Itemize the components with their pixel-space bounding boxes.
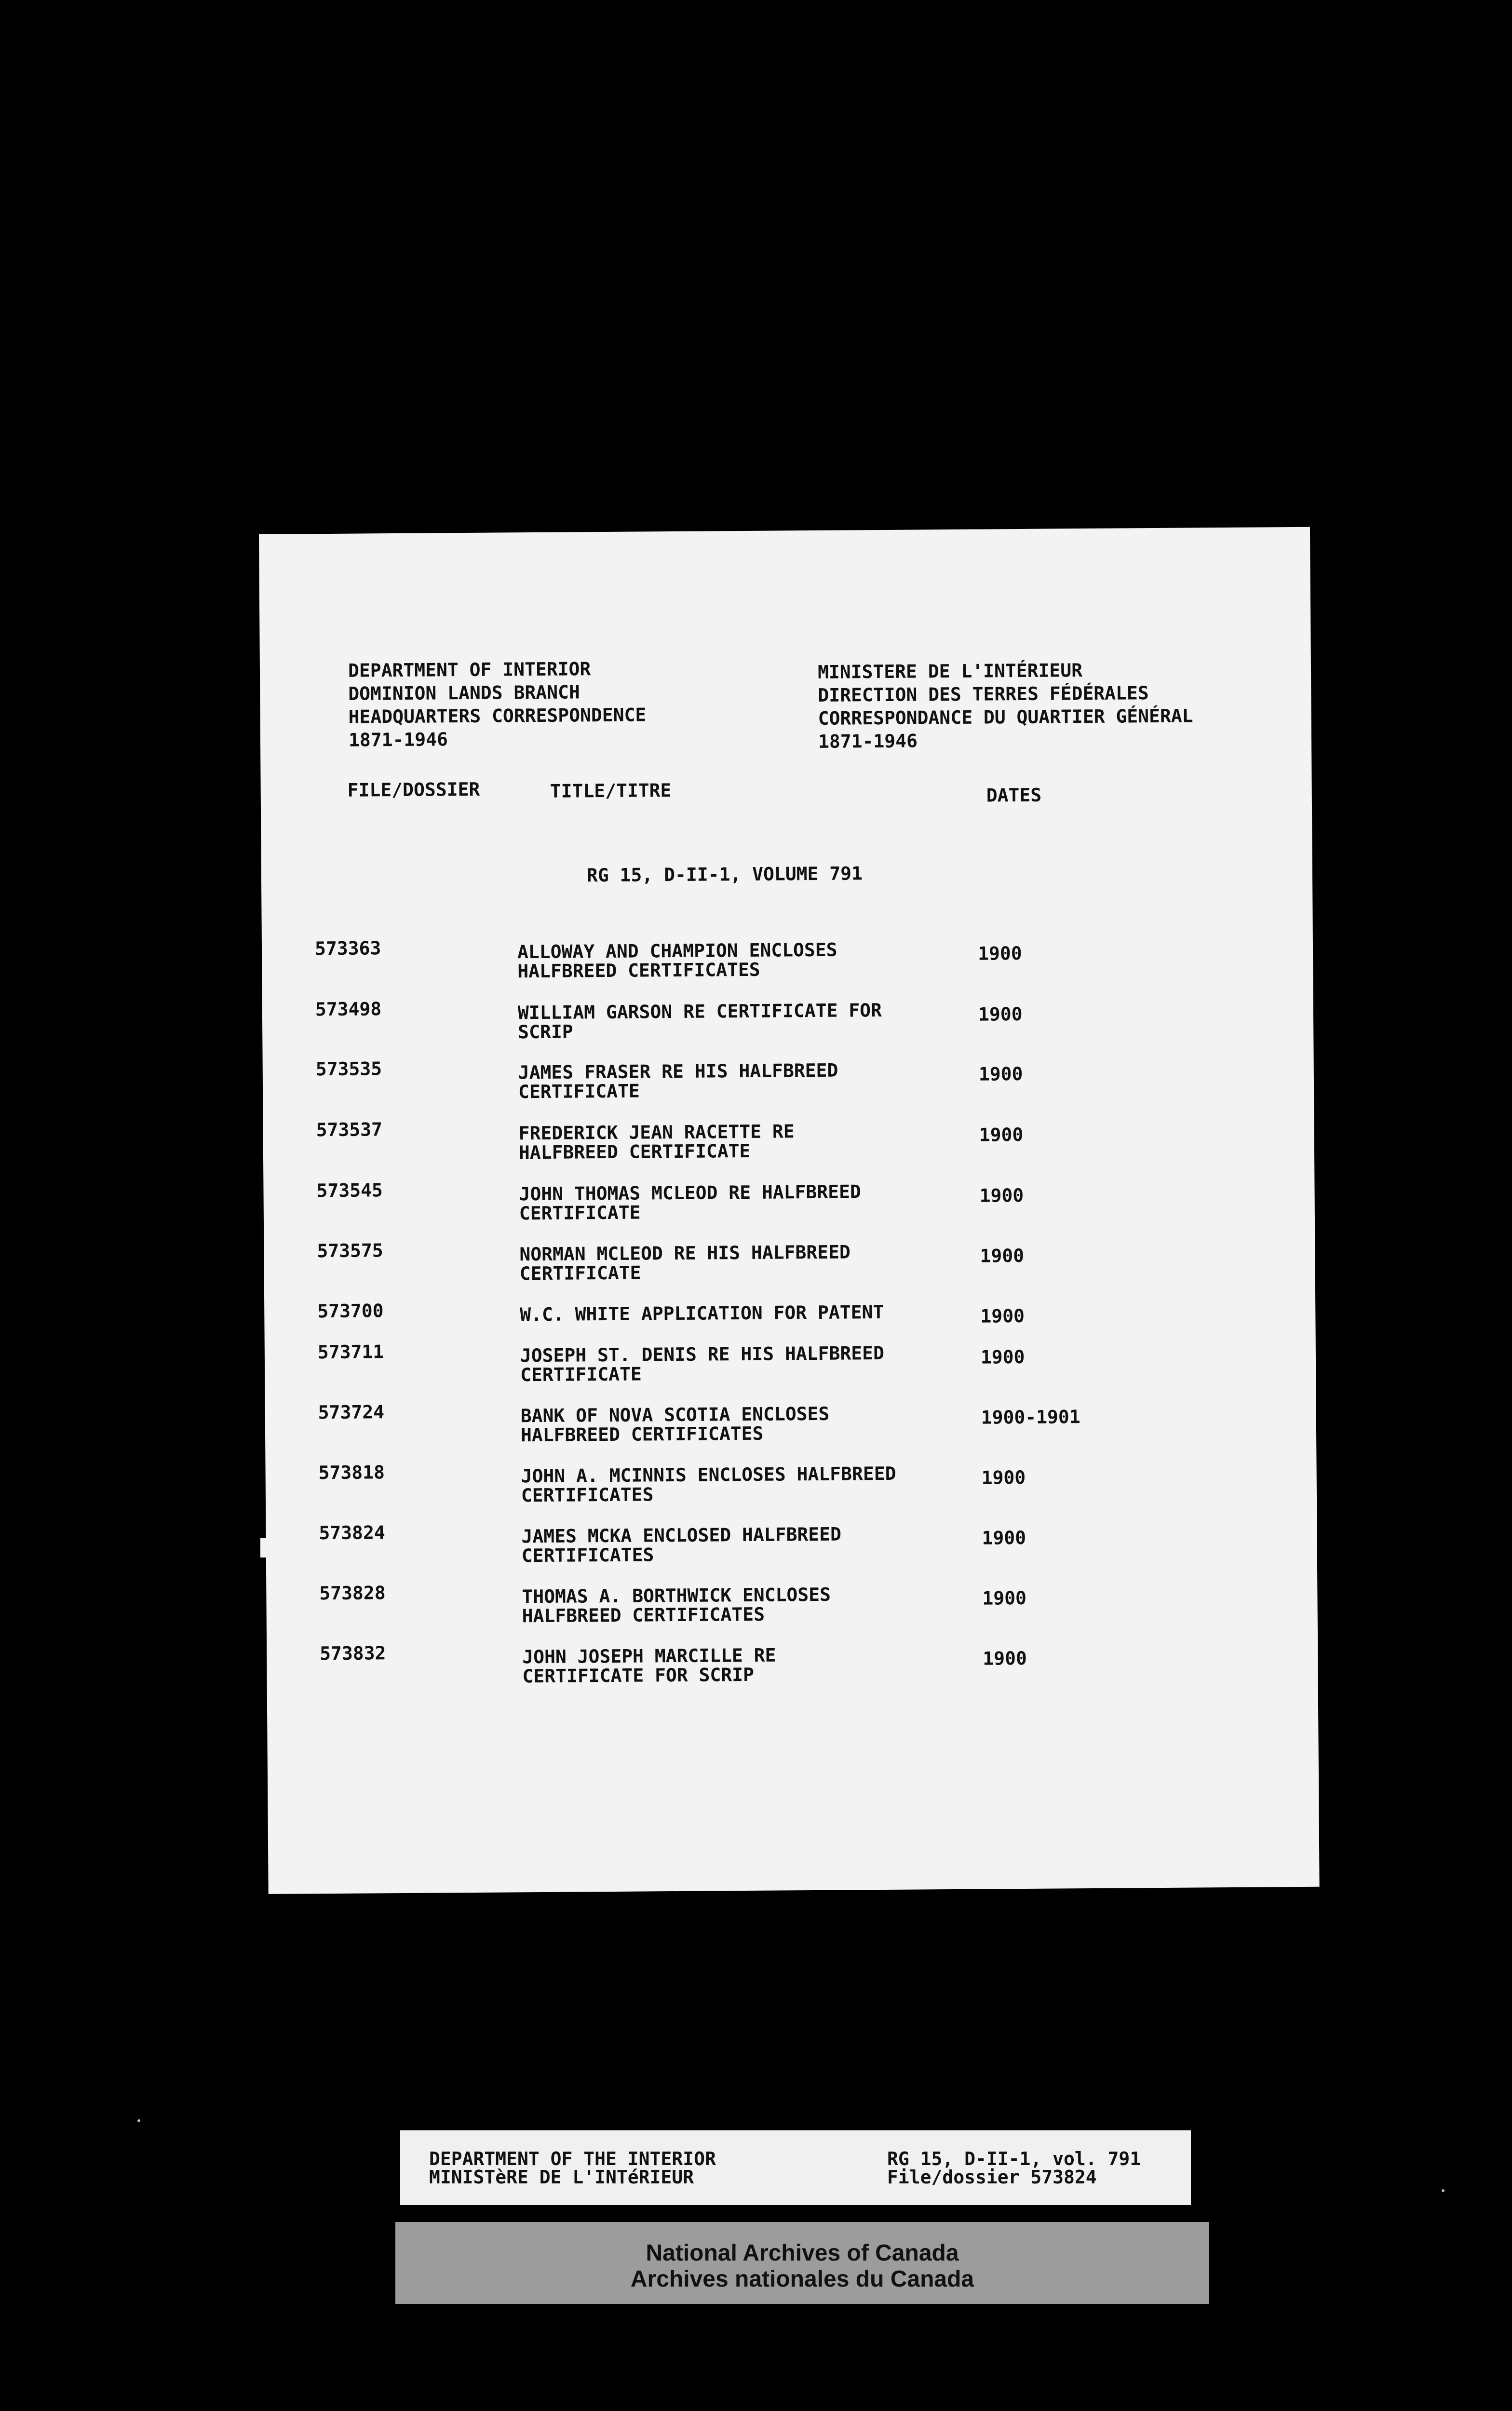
title-line: JOHN JOSEPH MARCILLE RE (522, 1644, 776, 1668)
file-dates: 1900 (980, 1346, 1025, 1368)
table-row (263, 1053, 1314, 1118)
table-row (266, 1517, 1317, 1582)
file-number: 573711 (317, 1341, 384, 1363)
file-number: 573575 (317, 1240, 383, 1262)
title-line: JAMES FRASER RE HIS HALFBREED (518, 1059, 838, 1084)
file-title (517, 939, 961, 981)
table-row (263, 1113, 1314, 1178)
title-line: HALFBREED CERTIFICATE (518, 1140, 751, 1164)
file-title (519, 1181, 963, 1223)
file-title (522, 1584, 966, 1625)
table-row (265, 1456, 1317, 1521)
title-line: JOHN A. MCINNIS ENCLOSES HALFBREED (521, 1463, 896, 1487)
file-title (521, 1463, 965, 1505)
file-number: 573818 (318, 1462, 385, 1484)
arrow-pointer-icon (260, 1520, 313, 1576)
title-line: BANK OF NOVA SCOTIA ENCLOSES (520, 1403, 830, 1427)
document-page (259, 527, 1320, 1894)
file-title (518, 1060, 962, 1101)
file-dates: 1900 (979, 1124, 1024, 1146)
file-number: 573700 (317, 1300, 384, 1322)
title-line: CERTIFICATE (519, 1202, 641, 1224)
file-number: 573828 (319, 1582, 386, 1604)
file-dates: 1900 (978, 1003, 1023, 1025)
file-title (521, 1524, 965, 1565)
file-dates: 1900 (982, 1587, 1027, 1609)
header-line: 1871-1946 (818, 730, 918, 752)
title-line: NORMAN MCLEOD RE HIS HALFBREED (519, 1241, 850, 1265)
file-title (522, 1644, 966, 1686)
file-number: 573832 (320, 1642, 386, 1665)
title-line: WILLIAM GARSON RE CERTIFICATE FOR (517, 1000, 882, 1024)
header-line: HEADQUARTERS CORRESPONDENCE (348, 704, 647, 728)
header-line: DEPARTMENT OF INTERIOR (348, 658, 591, 681)
file-title (519, 1242, 963, 1283)
file-number: 573724 (318, 1401, 385, 1423)
title-line: CERTIFICATE (520, 1363, 642, 1386)
table-row (265, 1336, 1316, 1401)
volume-heading: RG 15, D-II-1, VOLUME 791 (586, 863, 863, 886)
table-row (265, 1396, 1317, 1461)
file-title (519, 1121, 963, 1162)
title-line: JOSEPH ST. DENIS RE HIS HALFBREED (520, 1342, 885, 1367)
header-line: 1871-1946 (348, 729, 448, 751)
table-row (267, 1637, 1318, 1702)
header-french (818, 658, 1193, 753)
title-line: CERTIFICATE (518, 1080, 640, 1103)
file-number: 573824 (319, 1522, 385, 1544)
banner-line-english: National Archives of Canada (646, 2240, 959, 2266)
title-line: W.C. WHITE APPLICATION FOR PATENT (520, 1301, 884, 1326)
label-right (887, 2150, 1141, 2186)
film-speck (137, 2119, 140, 2122)
file-dates: 1900 (980, 1245, 1025, 1267)
title-line: CERTIFICATE FOR SCRIP (522, 1664, 755, 1687)
archive-label (400, 2130, 1191, 2205)
title-line: JOHN THOMAS MCLEOD RE HALFBREED (519, 1181, 861, 1205)
file-dates: 1900 (978, 1063, 1023, 1085)
header-line: CORRESPONDANCE DU QUARTIER GÉNÉRAL (818, 705, 1193, 729)
file-dates: 1900 (980, 1305, 1025, 1327)
file-title (518, 1000, 962, 1042)
title-line: ALLOWAY AND CHAMPION ENCLOSES (517, 939, 837, 963)
header-english (348, 657, 647, 751)
file-number: 573545 (316, 1179, 383, 1202)
label-line: DEPARTMENT OF THE INTERIOR (429, 2148, 716, 2169)
file-number: 573537 (316, 1119, 383, 1141)
title-line: HALFBREED CERTIFICATES (517, 959, 760, 982)
film-speck (1442, 2189, 1444, 2192)
archives-banner (395, 2222, 1209, 2304)
column-header-dates: DATES (986, 784, 1042, 806)
label-left (429, 2150, 716, 2186)
banner-line-french: Archives nationales du Canada (630, 2266, 974, 2292)
title-line: HALFBREED CERTIFICATES (520, 1422, 764, 1446)
file-dates: 1900 (982, 1527, 1026, 1549)
label-line: MINISTèRE DE L'INTéRIEUR (429, 2167, 694, 2188)
file-dates: 1900 (979, 1184, 1024, 1206)
title-line: JAMES MCKA ENCLOSED HALFBREED (521, 1523, 842, 1547)
title-line: THOMAS A. BORTHWICK ENCLOSES (522, 1584, 831, 1608)
table-row (262, 993, 1314, 1058)
file-dates: 1900 (983, 1647, 1027, 1669)
title-line: HALFBREED CERTIFICATES (522, 1603, 765, 1627)
title-line: SCRIP (518, 1021, 573, 1043)
column-header-file: FILE/DOSSIER (347, 778, 480, 801)
file-number: 573498 (315, 998, 382, 1020)
file-dates: 1900-1901 (981, 1406, 1080, 1428)
file-dates: 1900 (981, 1466, 1026, 1489)
table-row (263, 1174, 1315, 1239)
title-line: CERTIFICATES (521, 1544, 654, 1567)
file-title (521, 1403, 965, 1445)
table-row (266, 1577, 1318, 1642)
label-line: File/dossier 573824 (887, 2167, 1097, 2188)
file-number: 573535 (315, 1058, 382, 1080)
title-line: CERTIFICATE (519, 1262, 641, 1285)
label-line: RG 15, D-II-1, vol. 791 (887, 2148, 1141, 2169)
table-row (264, 1234, 1315, 1300)
file-number: 573363 (314, 937, 381, 960)
column-header-title: TITLE/TITRE (550, 780, 672, 802)
header-line: MINISTERE DE L'INTÉRIEUR (817, 660, 1083, 683)
title-line: CERTIFICATES (521, 1484, 654, 1506)
title-line: FREDERICK JEAN RACETTE RE (518, 1121, 795, 1144)
table-row (262, 932, 1313, 997)
file-title (520, 1343, 964, 1384)
header-line: DOMINION LANDS BRANCH (348, 681, 580, 704)
header-line: DIRECTION DES TERRES FÉDÉRALES (818, 682, 1149, 706)
file-title (520, 1302, 963, 1324)
file-dates: 1900 (977, 942, 1022, 964)
